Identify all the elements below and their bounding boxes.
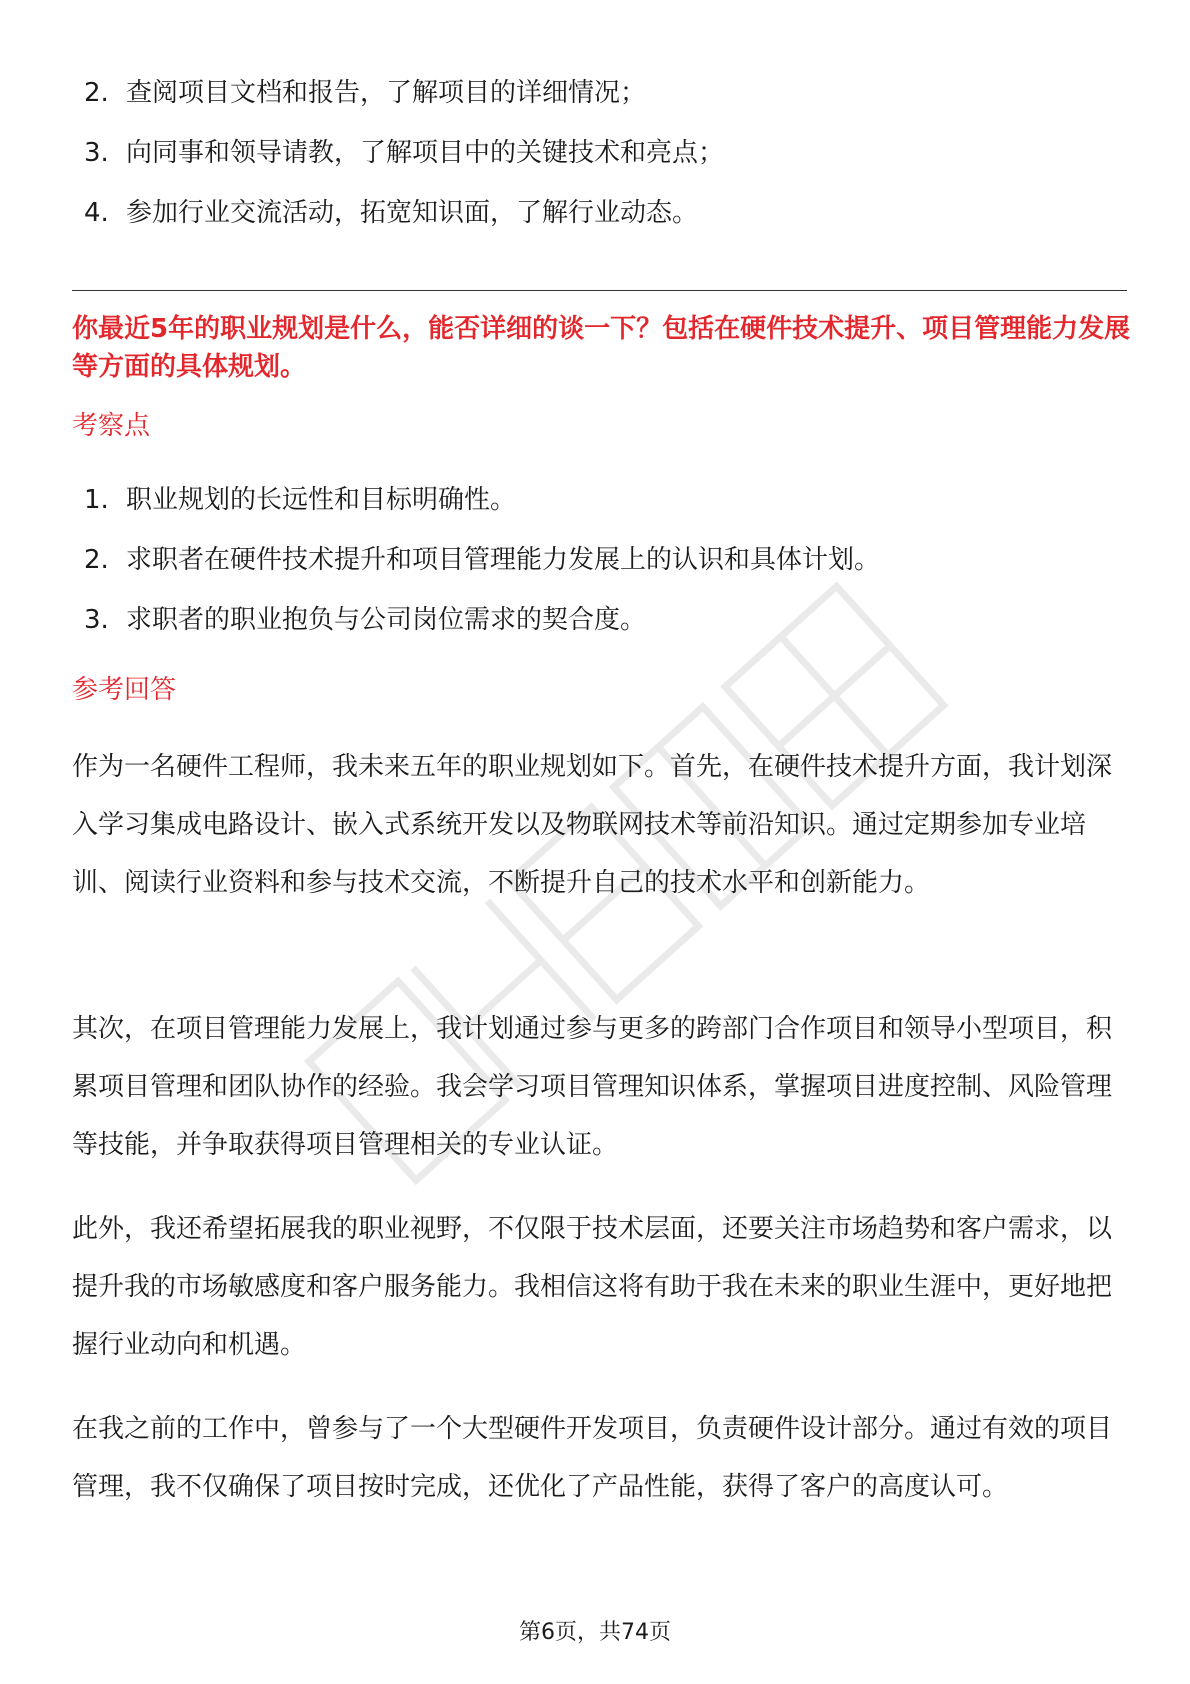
list-item bbox=[84, 183, 724, 243]
list-item bbox=[84, 470, 880, 530]
list-number: 2. bbox=[84, 545, 109, 575]
answer-paragraph: 此外，我还希望拓展我的职业视野，不仅限于技术层面，还要关注市场趋势和客户需求，以提升我的市场敏感度和客户服务能力。我相信这将有助于我在未来的职业生涯中，更好地把握行业动向和机遇。 bbox=[72, 1214, 1113, 1360]
list-number: 4. bbox=[84, 198, 109, 228]
list-item bbox=[84, 530, 880, 590]
kaocha-label: 考察点 bbox=[72, 411, 151, 441]
answer-paragraph: 作为一名硬件工程师，我未来五年的职业规划如下。首先，在硬件技术提升方面，我计划深入学习集成电路设计、嵌入式系统开发以及物联网技术等前沿知识。通过定期参加专业培训、阅读行业资料和参与技术交流，不断提升自己的技术水平和创新能力。 bbox=[72, 752, 1113, 898]
list-text: 职业规划的长远性和目标明确性。 bbox=[126, 485, 517, 515]
list-text: 向同事和领导请教，了解项目中的关键技术和亮点； bbox=[126, 138, 725, 168]
list-text: 参加行业交流活动，拓宽知识面，了解行业动态。 bbox=[126, 198, 699, 228]
section-divider bbox=[72, 290, 1127, 291]
list-number: 2. bbox=[84, 78, 109, 108]
answer-paragraph: 其次，在项目管理能力发展上，我计划通过参与更多的跨部门合作项目和领导小型项目，积累项目管理和团队协作的经验。我会学习项目管理知识体系，掌握项目进度控制、风险管理等技能，并争取获得项目管理相关的专业认证。 bbox=[72, 1014, 1113, 1160]
list-number: 3. bbox=[84, 138, 109, 168]
top-numbered-list bbox=[84, 63, 724, 243]
kaocha-numbered-list bbox=[84, 470, 880, 650]
page-footer: 第6页，共74页 bbox=[519, 1620, 671, 1645]
answer-paragraph: 在我之前的工作中，曾参与了一个大型硬件开发项目，负责硬件设计部分。通过有效的项目管理，我不仅确保了项目按时完成，还优化了产品性能，获得了客户的高度认可。 bbox=[72, 1414, 1113, 1502]
list-text: 求职者在硬件技术提升和项目管理能力发展上的认识和具体计划。 bbox=[126, 545, 881, 575]
question-heading: 你最近5年的职业规划是什么，能否详细的谈一下？包括在硬件技术提升、项目管理能力发展等方面的具体规划。 bbox=[72, 314, 1131, 382]
list-text: 求职者的职业抱负与公司岗位需求的契合度。 bbox=[126, 605, 647, 635]
list-item bbox=[84, 123, 724, 183]
list-item bbox=[84, 590, 880, 650]
answer-label: 参考回答 bbox=[72, 675, 177, 705]
list-number: 3. bbox=[84, 605, 109, 635]
list-text: 查阅项目文档和报告，了解项目的详细情况； bbox=[126, 78, 647, 108]
list-item bbox=[84, 63, 724, 123]
list-number: 1. bbox=[84, 485, 109, 515]
